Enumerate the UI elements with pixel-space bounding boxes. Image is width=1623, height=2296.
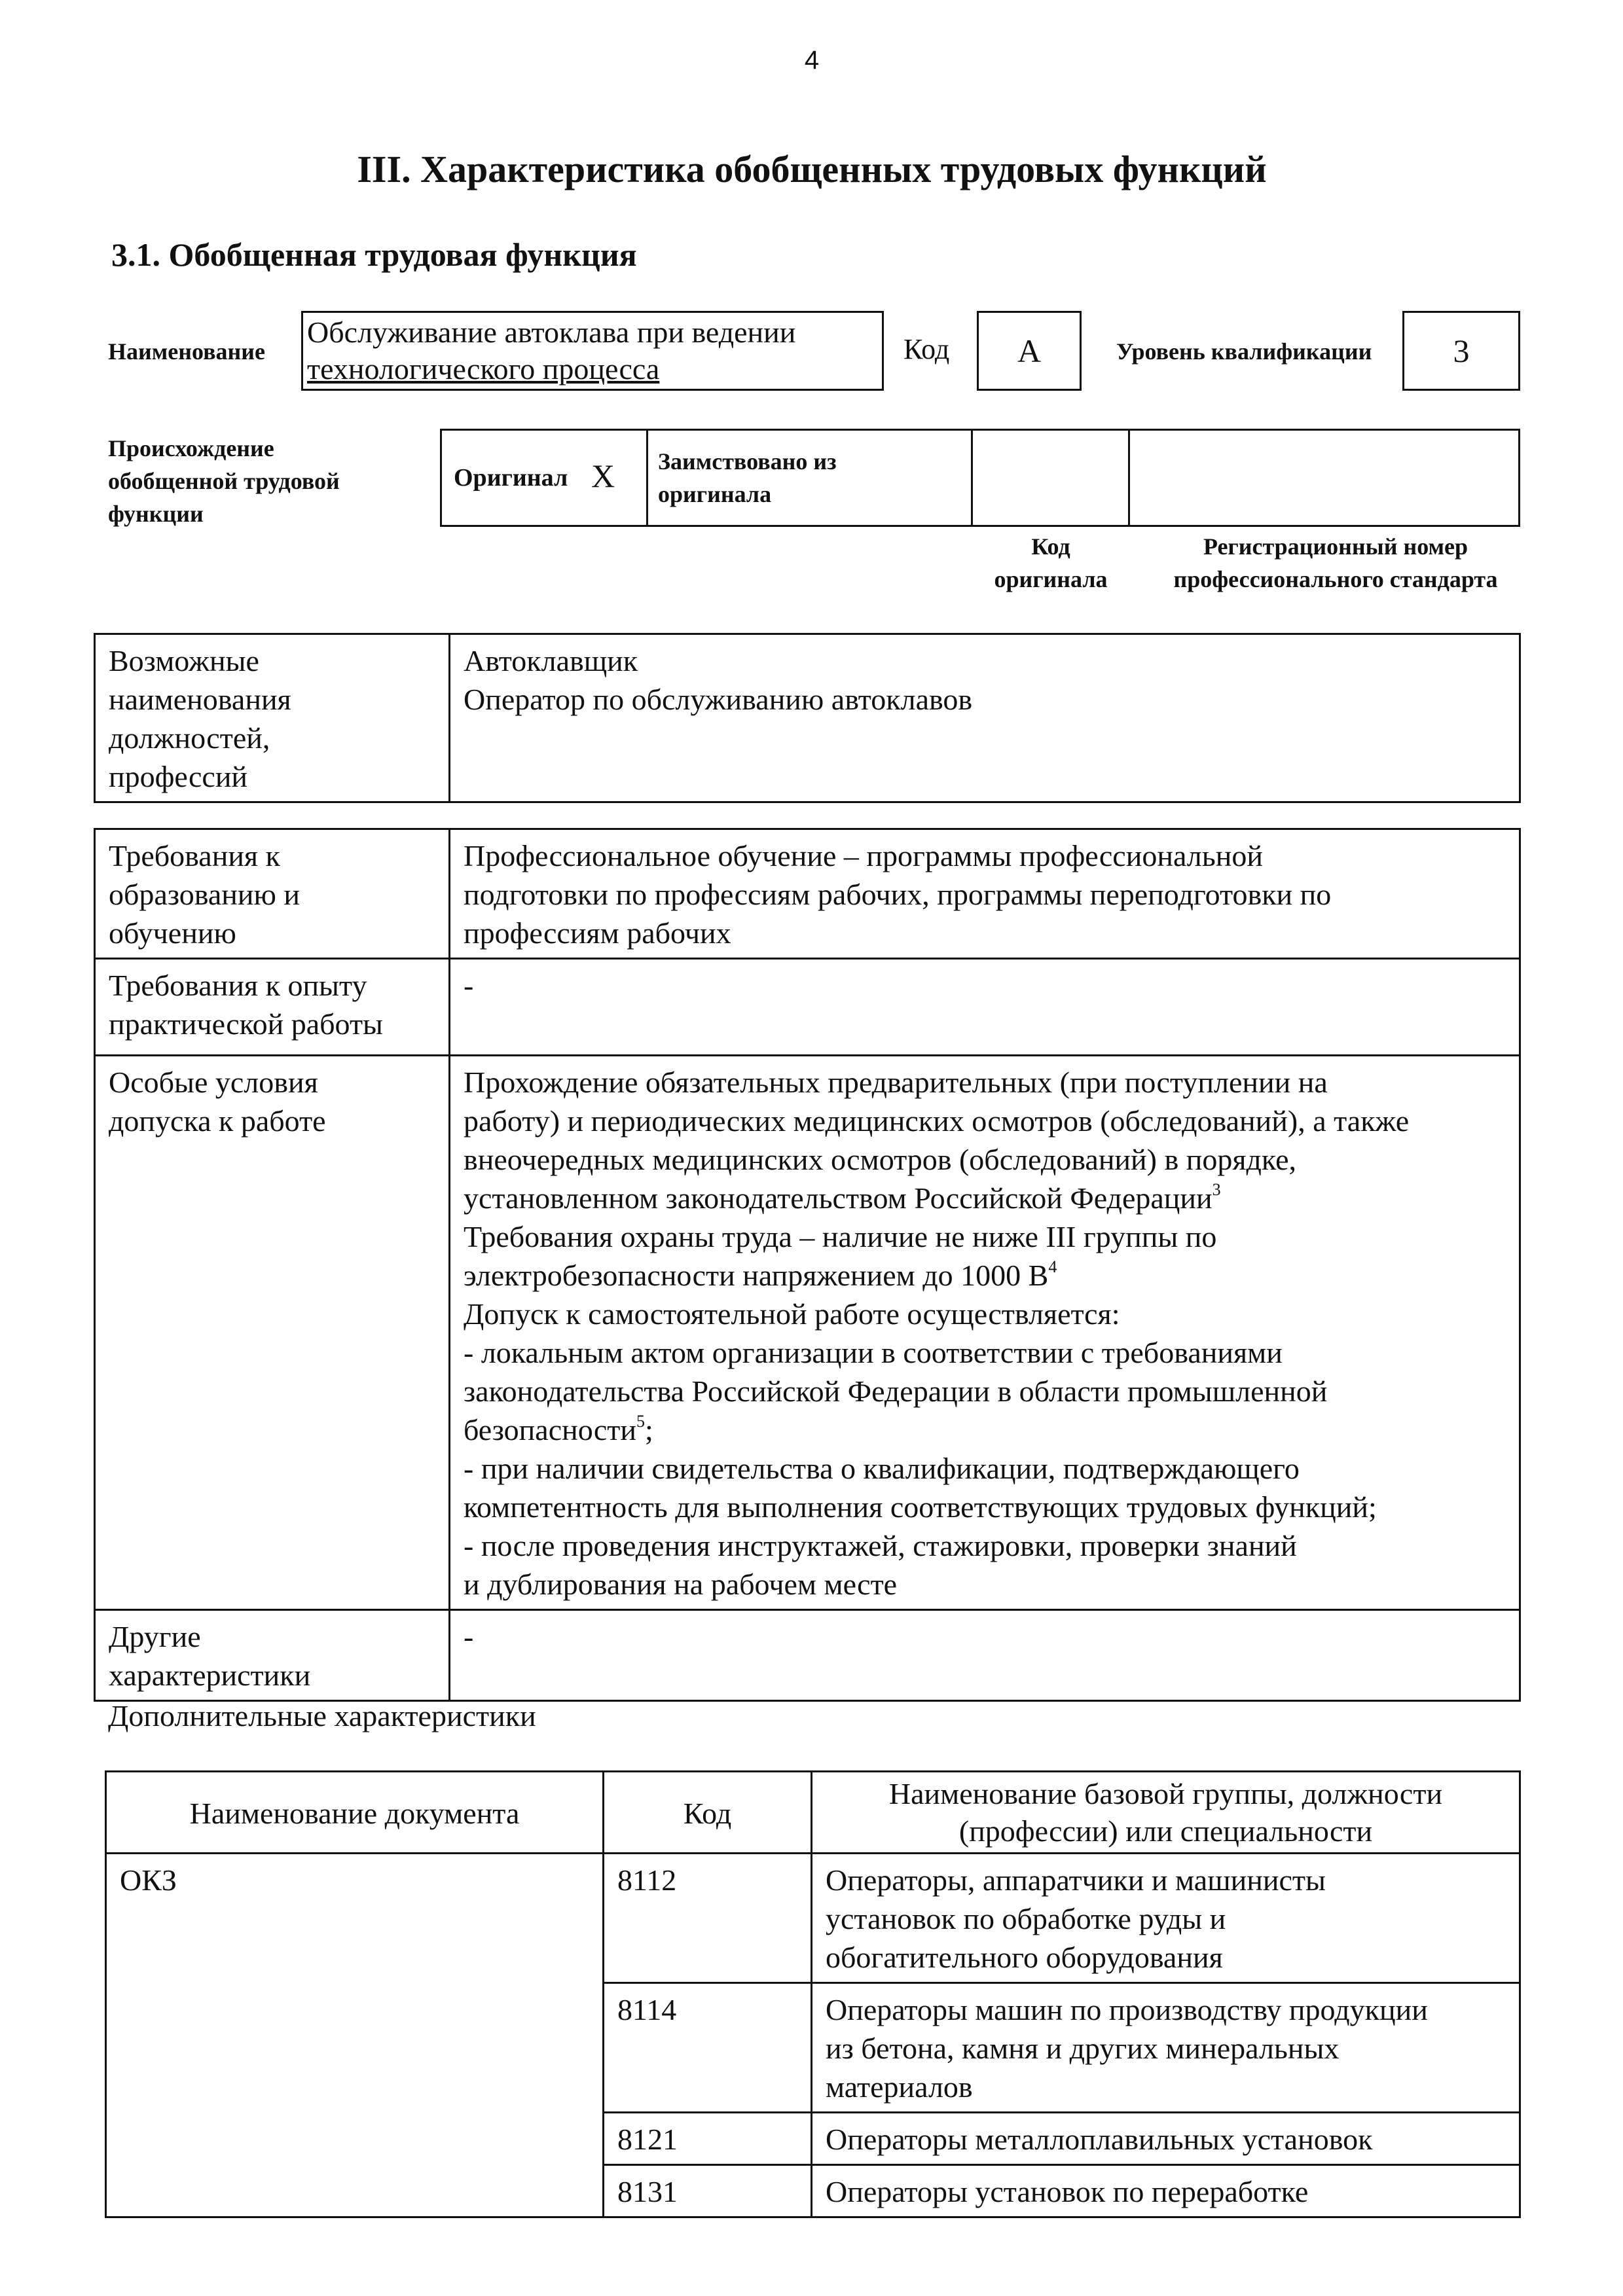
table-row [95, 1610, 1520, 1701]
education-label [95, 829, 450, 959]
borrowed-label-line-1: Заимствовано из [658, 448, 837, 475]
experience-label-line-1: Требования к опыту [109, 969, 367, 1002]
table-header-row [106, 1772, 1520, 1854]
admission-line-10 [464, 1410, 1506, 1449]
table-row [95, 1056, 1520, 1610]
admission-line-10-text: безопасности [464, 1413, 637, 1446]
borrowed-label-line-2: оригинала [658, 481, 772, 507]
other-label [95, 1610, 450, 1701]
other-label-line-1: Другие [109, 1620, 201, 1653]
origin-label [108, 432, 340, 530]
admission-line-9: законодательства Российской Федерации в области промышленной [464, 1374, 1328, 1408]
origin-divider-3 [1128, 431, 1130, 525]
education-value-line-1: Профессиональное обучение – программы профессиональной [464, 839, 1263, 872]
borrowed-label [658, 445, 837, 511]
okz-group-name [812, 2113, 1520, 2165]
table-row [95, 959, 1520, 1056]
okz-group-name [812, 1854, 1520, 1983]
education-value-line-2: подготовки по профессиям рабочих, программы переподготовки по [464, 878, 1332, 911]
caption-code-original [976, 530, 1126, 596]
okz-group-name [812, 2165, 1520, 2217]
other-value-line-1: - [464, 1620, 474, 1653]
okz-name-line-2: установок по обработке руды и [826, 1902, 1226, 1935]
admission-line-2: работу) и периодических медицинских осмотров (обследований), а также [464, 1104, 1410, 1138]
position-name-2: Оператор по обслуживанию автоклавов [464, 683, 973, 716]
caption-reg-number [1126, 530, 1545, 596]
level-value-box [1402, 311, 1520, 391]
okz-name-line-3: материалов [826, 2070, 973, 2104]
positions-values [450, 634, 1520, 802]
caption-code-line-2: оригинала [994, 566, 1108, 592]
admission-line-1: Прохождение обязательных предварительных (при поступлении на [464, 1066, 1328, 1099]
experience-value [450, 959, 1520, 1056]
okz-name-line-1: Операторы машин по производству продукции [826, 1993, 1428, 2026]
origin-label-line-1: Происхождение [108, 435, 274, 461]
positions-label-line-1: Возможные [109, 644, 259, 677]
doc-name-okz: ОКЗ [106, 1854, 604, 2217]
footnote-4: 4 [1048, 1257, 1057, 1276]
other-value [450, 1610, 1520, 1701]
admission-line-14: и дублирования на рабочем месте [464, 1568, 898, 1601]
code-value-box [977, 311, 1082, 391]
okz-name-line-1: Операторы металлоплавильных установок [826, 2123, 1373, 2156]
header-doc-name: Наименование документа [106, 1772, 604, 1854]
origin-box [440, 429, 1520, 527]
header-code: Код [604, 1772, 812, 1854]
admission-label-line-2: допуска к работе [109, 1104, 326, 1138]
footnote-5: 5 [636, 1412, 646, 1431]
admission-label-line-1: Особые условия [109, 1066, 318, 1099]
level-value: 3 [1453, 332, 1470, 369]
admission-value [450, 1056, 1520, 1610]
additional-title: Дополнительные характеристики [108, 1699, 536, 1732]
function-name-line-1: Обслуживание автоклава при ведении [307, 315, 796, 349]
education-label-line-1: Требования к [109, 839, 280, 872]
admission-line-11: - при наличии свидетельства о квалификации, подтверждающего [464, 1452, 1300, 1485]
origin-label-line-3: функции [108, 501, 204, 527]
positions-table [94, 633, 1521, 803]
admission-line-7: Допуск к самостоятельной работе осуществляется: [464, 1297, 1120, 1331]
admission-line-4 [464, 1179, 1506, 1217]
experience-label-line-2: практической работы [109, 1007, 383, 1041]
okz-code: 8131 [604, 2165, 812, 2217]
admission-line-13: - после проведения инструктажей, стажировки, проверки знаний [464, 1529, 1297, 1562]
positions-label-line-3: должностей, [109, 721, 270, 755]
caption-reg-line-1: Регистрационный номер [1203, 533, 1468, 560]
origin-divider-1 [646, 431, 648, 525]
footnote-3: 3 [1212, 1180, 1221, 1199]
position-name-1: Автоклавщик [464, 644, 638, 677]
positions-label-line-2: наименования [109, 683, 291, 716]
section-title: III. Характеристика обобщенных трудовых функций [357, 148, 1267, 190]
caption-code-line-1: Код [1031, 533, 1070, 560]
admission-line-8: - локальным актом организации в соответствии с требованиями [464, 1336, 1283, 1369]
function-name-line-2: технологического процесса [307, 352, 660, 386]
education-value [450, 829, 1520, 959]
origin-label-line-2: обобщенной трудовой [108, 468, 340, 494]
admission-line-4-text: установленном законодательством Российской Федерации [464, 1181, 1213, 1215]
code-value: A [1017, 332, 1042, 369]
requirements-table [94, 828, 1521, 1702]
okz-name-line-1: Операторы установок по переработке [826, 2175, 1309, 2208]
admission-line-3: внеочередных медицинских осмотров (обследований) в порядке, [464, 1143, 1297, 1176]
page-number: 4 [804, 46, 820, 75]
admission-label [95, 1056, 450, 1610]
okz-name-line-3: обогатительного оборудования [826, 1941, 1223, 1974]
subsection-title: 3.1. Обобщенная трудовая функция [111, 236, 637, 273]
okz-group-name [812, 1983, 1520, 2113]
original-mark: X [591, 457, 615, 494]
level-label: Уровень квалификации [1116, 338, 1372, 365]
name-label: Наименование [108, 338, 265, 365]
positions-label [95, 634, 450, 802]
positions-label-line-4: профессий [109, 760, 248, 793]
okz-code: 8112 [604, 1854, 812, 1983]
okz-name-line-2: из бетона, камня и других минеральных [826, 2032, 1340, 2065]
admission-line-5: Требования охраны труда – наличие не ниже III группы по [464, 1220, 1217, 1253]
education-value-line-3: профессиям рабочих [464, 916, 731, 950]
additional-table [105, 1770, 1521, 2218]
okz-code: 8114 [604, 1983, 812, 2113]
table-row [95, 634, 1520, 802]
function-name-box [301, 311, 884, 391]
table-row [106, 1854, 1520, 1983]
original-label: Оригинал [454, 464, 568, 492]
admission-line-6-text: электробезопасности напряжением до 1000 В [464, 1259, 1049, 1292]
header-group-name: Наименование базовой группы, должности (профессии) или специальности [812, 1772, 1520, 1854]
caption-reg-line-2: профессионального стандарта [1173, 566, 1498, 592]
okz-code: 8121 [604, 2113, 812, 2165]
other-label-line-2: характеристики [109, 1659, 311, 1692]
experience-label [95, 959, 450, 1056]
origin-divider-2 [971, 431, 973, 525]
education-label-line-2: образованию и [109, 878, 300, 911]
education-label-line-3: обучению [109, 916, 236, 950]
admission-line-12: компетентность для выполнения соответствующих трудовых функций; [464, 1490, 1377, 1524]
admission-line-6 [464, 1256, 1506, 1295]
table-row [95, 829, 1520, 959]
code-label: Код [903, 333, 950, 365]
admission-line-10-suffix: ; [645, 1413, 653, 1446]
experience-value-line-1: - [464, 969, 474, 1002]
okz-name-line-1: Операторы, аппаратчики и машинисты [826, 1863, 1326, 1897]
